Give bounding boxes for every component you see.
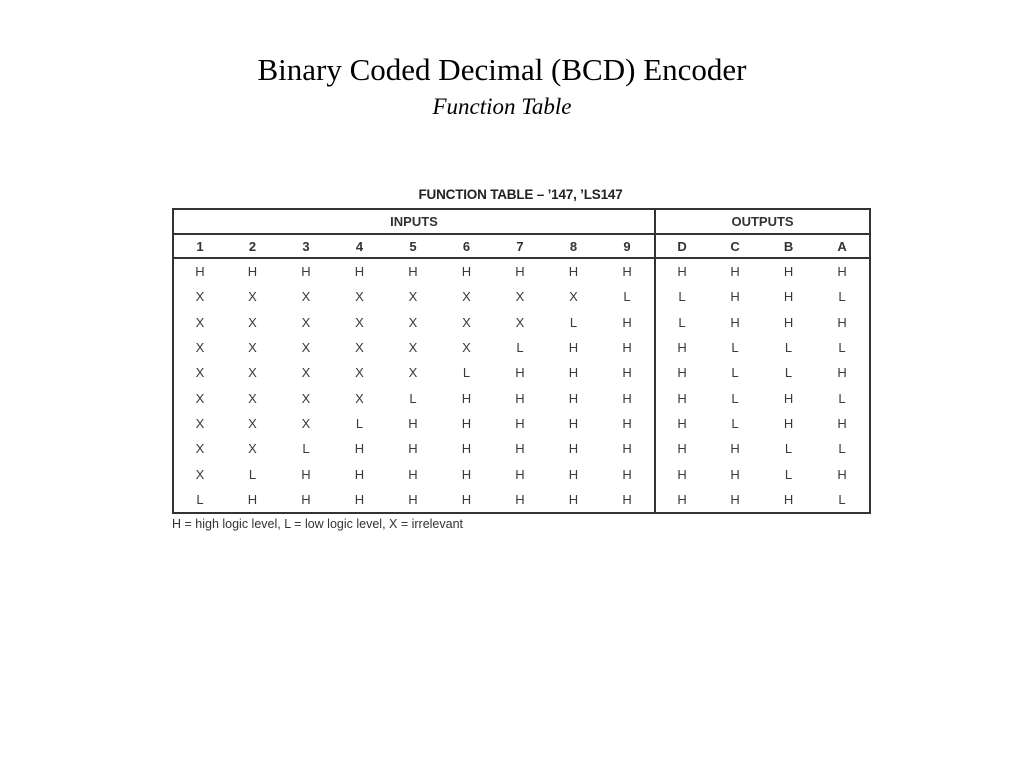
input-cell: X bbox=[195, 390, 205, 406]
output-cell: L bbox=[838, 289, 846, 305]
input-column-header: 9 bbox=[600, 234, 655, 258]
output-cell: H bbox=[783, 314, 794, 330]
slide-subtitle: Function Table bbox=[432, 94, 572, 119]
input-cell: X bbox=[248, 289, 257, 305]
table-footnote: H = high logic level, L = low logic level, X = irrelevant bbox=[172, 517, 464, 531]
input-column-header: 8 bbox=[547, 234, 600, 258]
input-cell: X bbox=[301, 365, 311, 381]
input-cell: X bbox=[195, 365, 205, 381]
slide-title: Binary Coded Decimal (BCD) Encoder bbox=[257, 52, 747, 87]
input-cell: X bbox=[569, 289, 578, 305]
input-cell: H bbox=[354, 466, 365, 482]
output-cell: H bbox=[730, 289, 740, 305]
input-cell: X bbox=[195, 466, 205, 482]
input-column-header: 1 bbox=[173, 234, 226, 258]
input-cell: X bbox=[248, 415, 257, 431]
input-cell: H bbox=[622, 466, 632, 482]
output-cell: H bbox=[655, 411, 708, 436]
output-cell: H bbox=[837, 466, 847, 482]
table-row bbox=[173, 411, 870, 436]
output-cell: L bbox=[731, 365, 739, 381]
output-cell: H bbox=[837, 314, 847, 330]
input-cell: H bbox=[515, 264, 525, 280]
input-cell: L bbox=[462, 365, 471, 381]
output-cell: H bbox=[655, 461, 708, 486]
input-column-header: 4 bbox=[333, 234, 386, 258]
table-row bbox=[173, 487, 870, 513]
output-cell: L bbox=[731, 340, 739, 356]
input-cell: X bbox=[301, 289, 311, 305]
input-cell: X bbox=[408, 314, 418, 330]
input-column-header: 7 bbox=[493, 234, 547, 258]
input-cell: X bbox=[301, 314, 311, 330]
input-cell: L bbox=[355, 415, 364, 431]
input-cell: X bbox=[355, 390, 364, 406]
input-cell: H bbox=[622, 314, 632, 330]
input-cell: L bbox=[623, 289, 631, 305]
input-cell: H bbox=[622, 264, 632, 280]
input-cell: H bbox=[622, 365, 632, 381]
input-cell: L bbox=[196, 491, 204, 507]
input-cell: H bbox=[461, 466, 472, 482]
inputs-group-header: INPUTS bbox=[173, 209, 655, 234]
input-cell: H bbox=[568, 365, 579, 381]
output-cell: H bbox=[655, 258, 708, 284]
input-cell: H bbox=[515, 466, 525, 482]
input-cell: H bbox=[622, 390, 632, 406]
output-cell: L bbox=[838, 491, 846, 507]
input-cell: H bbox=[568, 340, 579, 356]
input-cell: H bbox=[461, 390, 472, 406]
table-row bbox=[173, 310, 870, 335]
input-cell: X bbox=[248, 365, 257, 381]
output-column-header: B bbox=[762, 234, 815, 258]
input-cell: H bbox=[568, 390, 579, 406]
column-header-row bbox=[173, 234, 870, 258]
input-cell: H bbox=[622, 491, 632, 507]
input-cell: H bbox=[515, 390, 525, 406]
input-column-header: 2 bbox=[226, 234, 279, 258]
input-cell: X bbox=[515, 314, 525, 330]
output-cell: L bbox=[731, 415, 739, 431]
input-cell: X bbox=[462, 314, 471, 330]
output-cell: H bbox=[655, 360, 708, 385]
input-column-header: 5 bbox=[386, 234, 440, 258]
input-cell: X bbox=[355, 340, 364, 356]
output-cell: H bbox=[783, 289, 794, 305]
input-cell: H bbox=[247, 491, 258, 507]
input-cell: X bbox=[301, 390, 311, 406]
input-cell: X bbox=[515, 289, 525, 305]
output-cell: L bbox=[784, 441, 793, 457]
input-cell: H bbox=[301, 466, 311, 482]
input-cell: H bbox=[354, 441, 365, 457]
input-cell: H bbox=[515, 365, 525, 381]
table-row bbox=[173, 360, 870, 385]
output-cell: L bbox=[838, 340, 846, 356]
input-cell: H bbox=[568, 466, 579, 482]
function-table bbox=[172, 208, 871, 514]
output-column-header: D bbox=[655, 234, 708, 258]
input-cell: H bbox=[301, 491, 311, 507]
output-cell: L bbox=[655, 284, 708, 309]
input-cell: X bbox=[195, 415, 205, 431]
input-cell: H bbox=[515, 441, 525, 457]
output-cell: H bbox=[783, 415, 794, 431]
output-cell: H bbox=[655, 385, 708, 410]
output-cell: L bbox=[784, 365, 793, 381]
input-cell: H bbox=[461, 491, 472, 507]
input-cell: X bbox=[248, 314, 257, 330]
table-row bbox=[173, 335, 870, 360]
input-cell: H bbox=[408, 264, 418, 280]
table-row bbox=[173, 284, 870, 309]
input-cell: X bbox=[248, 340, 257, 356]
output-cell: H bbox=[730, 441, 740, 457]
input-cell: X bbox=[301, 340, 311, 356]
input-cell: X bbox=[195, 314, 205, 330]
input-cell: L bbox=[248, 466, 257, 482]
output-cell: H bbox=[837, 365, 847, 381]
input-cell: H bbox=[515, 491, 525, 507]
output-cell: H bbox=[730, 491, 740, 507]
table-body bbox=[173, 258, 870, 513]
input-cell: X bbox=[408, 365, 418, 381]
input-cell: H bbox=[247, 264, 258, 280]
input-cell: H bbox=[408, 466, 418, 482]
input-cell: H bbox=[622, 415, 632, 431]
output-column-header: A bbox=[815, 234, 870, 258]
input-cell: H bbox=[408, 415, 418, 431]
output-cell: H bbox=[655, 436, 708, 461]
output-cell: H bbox=[783, 264, 794, 280]
output-cell: L bbox=[838, 441, 846, 457]
output-cell: L bbox=[784, 340, 793, 356]
input-cell: H bbox=[515, 415, 525, 431]
input-cell: L bbox=[569, 314, 578, 330]
input-column-header: 6 bbox=[440, 234, 493, 258]
outputs-group-header: OUTPUTS bbox=[655, 209, 870, 234]
output-cell: H bbox=[730, 264, 740, 280]
input-cell: H bbox=[568, 264, 579, 280]
input-cell: X bbox=[355, 365, 364, 381]
table-row bbox=[173, 436, 870, 461]
input-cell: L bbox=[409, 390, 417, 406]
input-cell: H bbox=[408, 491, 418, 507]
output-column-header: C bbox=[708, 234, 762, 258]
input-cell: L bbox=[516, 340, 524, 356]
output-cell: H bbox=[730, 466, 740, 482]
input-column-header: 3 bbox=[279, 234, 333, 258]
output-cell: H bbox=[655, 487, 708, 513]
input-cell: H bbox=[461, 264, 472, 280]
output-cell: H bbox=[783, 491, 794, 507]
input-cell: H bbox=[354, 264, 365, 280]
table-row bbox=[173, 461, 870, 486]
input-cell: H bbox=[195, 264, 205, 280]
input-cell: X bbox=[301, 415, 311, 431]
input-cell: L bbox=[302, 441, 310, 457]
input-cell: X bbox=[248, 441, 257, 457]
input-cell: X bbox=[355, 289, 364, 305]
output-cell: H bbox=[837, 264, 847, 280]
output-cell: L bbox=[784, 466, 793, 482]
input-cell: H bbox=[354, 491, 365, 507]
input-cell: H bbox=[622, 340, 632, 356]
output-cell: L bbox=[838, 390, 846, 406]
input-cell: X bbox=[462, 340, 471, 356]
input-cell: X bbox=[408, 340, 418, 356]
input-cell: H bbox=[568, 415, 579, 431]
table-row bbox=[173, 385, 870, 410]
input-cell: X bbox=[462, 289, 471, 305]
input-cell: H bbox=[461, 415, 472, 431]
input-cell: X bbox=[195, 289, 205, 305]
output-cell: L bbox=[655, 310, 708, 335]
input-cell: X bbox=[355, 314, 364, 330]
input-cell: H bbox=[568, 441, 579, 457]
output-cell: H bbox=[730, 314, 740, 330]
input-cell: H bbox=[408, 441, 418, 457]
output-cell: H bbox=[837, 415, 847, 431]
output-cell: H bbox=[655, 335, 708, 360]
input-cell: H bbox=[301, 264, 311, 280]
table-caption: FUNCTION TABLE – ’147, ’LS147 bbox=[418, 187, 623, 202]
group-header-row bbox=[173, 209, 870, 234]
output-cell: L bbox=[731, 390, 739, 406]
input-cell: X bbox=[195, 340, 205, 356]
input-cell: X bbox=[248, 390, 257, 406]
input-cell: H bbox=[568, 491, 579, 507]
table-row bbox=[173, 258, 870, 284]
input-cell: X bbox=[408, 289, 418, 305]
input-cell: X bbox=[195, 441, 205, 457]
input-cell: H bbox=[622, 441, 632, 457]
output-cell: H bbox=[783, 390, 794, 406]
input-cell: H bbox=[461, 441, 472, 457]
